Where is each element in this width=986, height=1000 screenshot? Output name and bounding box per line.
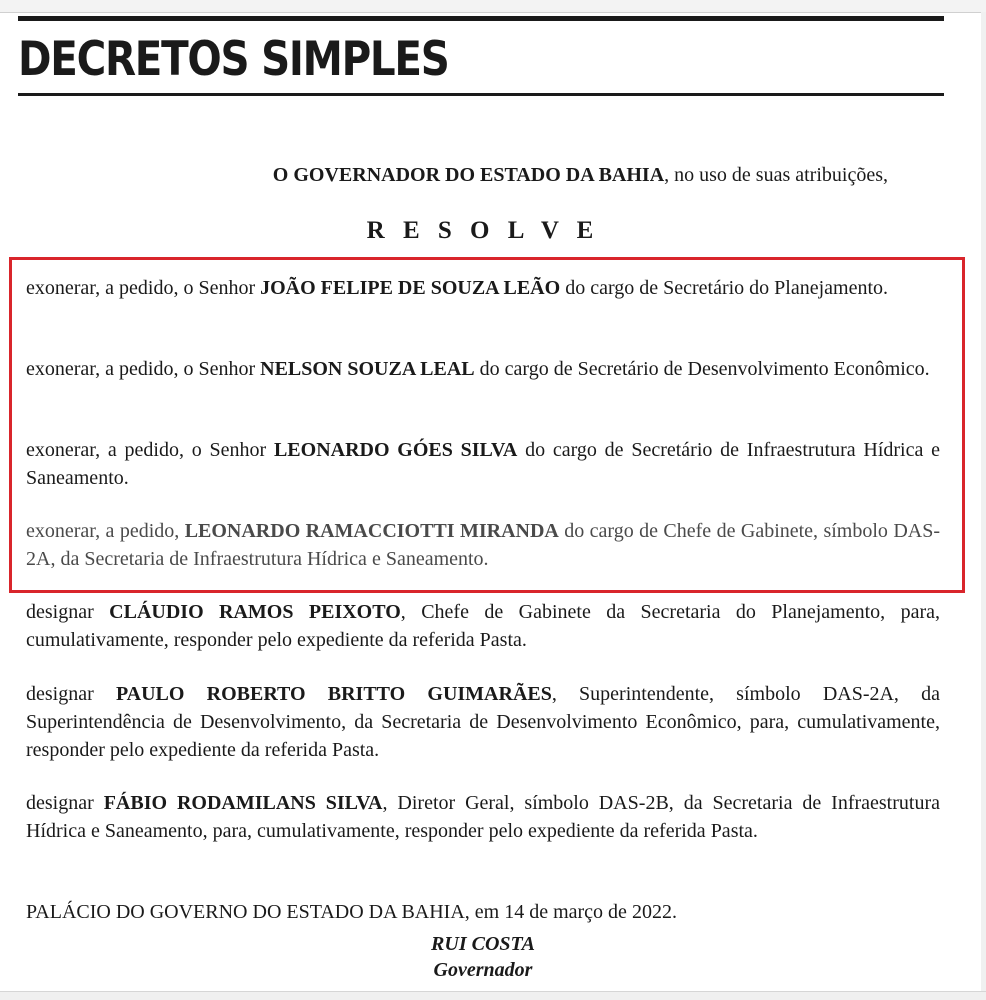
header-rule-bottom <box>18 93 944 96</box>
preamble-rest: , no uso de suas atribuições, <box>664 164 888 186</box>
item-person-name: PAULO ROBERTO BRITTO GUIMARÃES <box>115 683 552 705</box>
preamble <box>0 160 888 190</box>
decree-item-exoneration-2 <box>26 355 940 383</box>
decree-item-designation-1 <box>26 598 940 654</box>
item-text-post: do cargo de Secretário do Planejamento. <box>560 277 889 299</box>
item-text-pre: exonerar, a pedido, <box>26 520 185 542</box>
page-right-edge <box>981 12 986 1000</box>
page-bottom-edge <box>0 991 986 1000</box>
item-person-name: NELSON SOUZA LEAL <box>260 358 475 380</box>
item-text-pre: designar <box>26 683 116 705</box>
item-text-post: , Diretor Geral, símbolo DAS-2B, da Secretaria de Infraestrutura Hídrica e Saneamento, para, cumulativamente, responder pelo expediente da referida Pasta. <box>26 792 940 842</box>
item-text-post: , Chefe de Gabinete da Secretaria do Planejamento, para, cumulativamente, responder pelo expediente da referida Pasta. <box>26 601 940 651</box>
item-person-name: LEONARDO GÓES SILVA <box>273 439 518 461</box>
item-person-name: JOÃO FELIPE DE SOUZA LEÃO <box>260 277 561 299</box>
item-text-pre: designar <box>26 601 110 623</box>
decree-item-designation-3 <box>26 789 940 845</box>
decree-item-exoneration-4 <box>26 517 940 573</box>
resolve-heading: R E S O L V E <box>366 217 600 244</box>
item-text-post: do cargo de Secretário de Desenvolvimento Econômico. <box>474 358 930 380</box>
signature-name: RUI COSTA <box>431 933 535 955</box>
item-person-name: CLÁUDIO RAMOS PEIXOTO <box>109 601 401 623</box>
preamble-authority: O GOVERNADOR DO ESTADO DA BAHIA <box>272 164 665 186</box>
decree-item-exoneration-3 <box>26 436 940 492</box>
closing-place-date: PALÁCIO DO GOVERNO DO ESTADO DA BAHIA, em 14 de março de 2022. <box>26 901 677 923</box>
decree-item-exoneration-1 <box>26 274 940 302</box>
item-person-name: LEONARDO RAMACCIOTTI MIRANDA <box>184 520 559 542</box>
decree-item-designation-2 <box>26 680 940 764</box>
item-text-pre: designar <box>26 792 104 814</box>
item-text-pre: exonerar, a pedido, o Senhor <box>26 439 274 461</box>
item-text-pre: exonerar, a pedido, o Senhor <box>26 277 261 299</box>
item-text-post: do cargo de Chefe de Gabinete, símbolo DAS-2A, da Secretaria de Infraestrutura Hídrica e Saneamento. <box>26 520 940 570</box>
item-text-post: , Superintendente, símbolo DAS-2A, da Superintendência de Desenvolvimento, da Secretaria de Desenvolvimento Econômico, para, cumulativamente, responder pelo expediente da referida Pasta. <box>26 683 940 761</box>
header-rule-top <box>18 16 944 21</box>
item-person-name: FÁBIO RODAMILANS SILVA <box>103 792 383 814</box>
signature-title: Governador <box>433 959 533 981</box>
section-title: DECRETOS SIMPLES <box>18 32 449 87</box>
item-text-pre: exonerar, a pedido, o Senhor <box>26 358 261 380</box>
page-top-strip <box>0 0 986 13</box>
item-text-post: do cargo de Secretário de Infraestrutura Hídrica e Saneamento. <box>26 439 940 489</box>
